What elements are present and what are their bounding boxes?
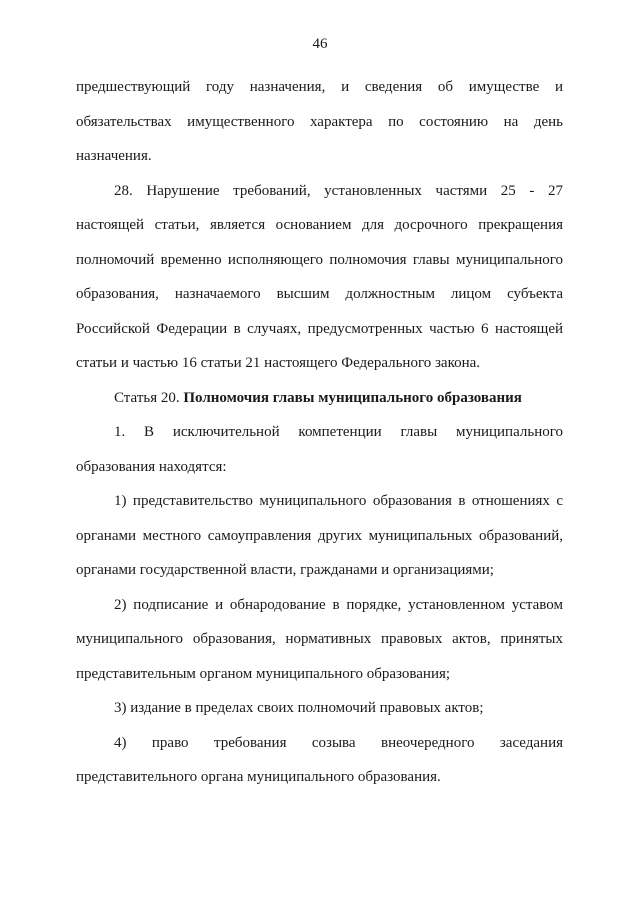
list-item-3: 3) издание в пределах своих полномочий правовых актов; [114,700,484,716]
page-number: 46 [312,36,328,52]
article-number: Статья 20. [114,389,184,406]
article-title: Полномочия главы муниципального образования [183,389,522,406]
list-item-1: 1) представительство муниципального образования в отношениях с органами местного самоуправления других муниципальных образований, органами государственной власти, гражданами и организациями; [76,493,563,578]
paragraph-item-28: 28. Нарушение требований, установленных частями 25 - 27 настоящей статьи, является основанием для досрочного прекращения полномочий временно исполняющего полномочия главы муниципального образования, назначаемого высшим должностным лицом субъекта Российской Федерации в случаях, предусмотренных частью 6 настоящей статьи и частью 16 статьи 21 настоящего Федерального закона. [76,182,563,371]
paragraph-clause-1: 1. В исключительной компетенции главы муниципального образования находятся: [76,424,563,475]
list-item-2: 2) подписание и обнародование в порядке, установленном уставом муниципального образования, нормативных правовых актов, принятых представительным органом муниципального образования; [76,596,563,682]
article-heading [76,381,563,416]
list-item-4: 4) право требования созыва внеочередного заседания представительного органа муниципального образования. [76,734,563,785]
document-body [76,70,563,795]
paragraph-continuation: предшествующий году назначения, и сведения об имуществе и обязательствах имущественного характера по состоянию на день назначения. [76,79,563,164]
